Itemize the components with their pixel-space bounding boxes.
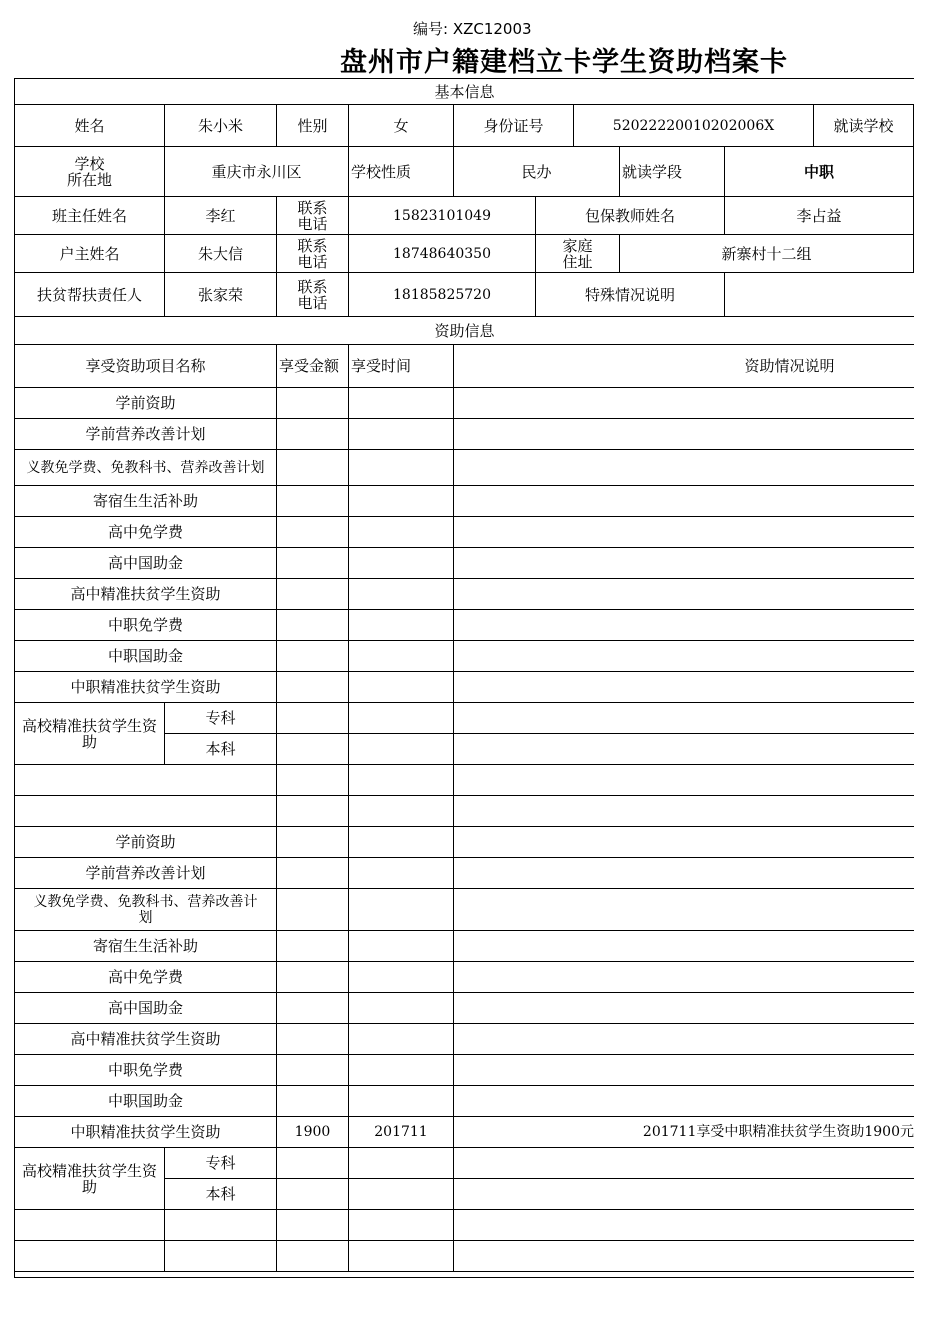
aid-time — [349, 1148, 454, 1179]
teacher-label: 班主任姓名 — [15, 197, 165, 235]
address-label: 家庭 住址 — [536, 235, 620, 273]
college-sub-junior: 专科 — [165, 1148, 277, 1179]
gender-label: 性别 — [277, 105, 349, 147]
school-type-value: 民办 — [454, 147, 620, 197]
college-sub-bachelor: 本科 — [165, 734, 277, 765]
stage-value: 中职 — [725, 147, 914, 197]
aid-description — [454, 1148, 914, 1179]
aid-amount — [277, 931, 349, 962]
blank-cell — [277, 1210, 349, 1241]
aid-amount — [277, 703, 349, 734]
aid-time — [349, 548, 454, 579]
aid-time — [349, 388, 454, 419]
aid-amount — [277, 858, 349, 889]
aid-project-name: 中职精准扶贫学生资助 — [15, 1117, 277, 1148]
aid-time — [349, 419, 454, 450]
blank-cell — [277, 796, 349, 827]
aid-amount — [277, 641, 349, 672]
gender-value: 女 — [349, 105, 454, 147]
blank-cell — [454, 796, 914, 827]
aid-description — [454, 672, 914, 703]
aid-time — [349, 962, 454, 993]
aid-amount — [277, 419, 349, 450]
aid-time — [349, 1055, 454, 1086]
aid-description — [454, 486, 914, 517]
aid-time — [349, 1179, 454, 1210]
blank-cell — [165, 1241, 277, 1272]
aid-amount — [277, 827, 349, 858]
school-label: 就读学校 — [814, 105, 914, 147]
aid-time — [349, 1086, 454, 1117]
blank-cell — [15, 1241, 165, 1272]
col-project-header: 享受资助项目名称 — [15, 345, 277, 388]
blank-cell — [349, 796, 454, 827]
teacher-phone-value: 15823101049 — [349, 197, 536, 235]
aid-project-name: 学前营养改善计划 — [15, 419, 277, 450]
aid-amount — [277, 517, 349, 548]
aid-project-name: 高中精准扶贫学生资助 — [15, 1024, 277, 1055]
aid-time — [349, 672, 454, 703]
col-time-header: 享受时间 — [349, 345, 454, 388]
aid-project-name: 义教免学费、免教科书、营养改善计划 — [15, 450, 277, 486]
aid-time — [349, 858, 454, 889]
aid-time — [349, 993, 454, 1024]
college-sub-bachelor: 本科 — [165, 1179, 277, 1210]
householder-label: 户主姓名 — [15, 235, 165, 273]
blank-cell — [349, 1210, 454, 1241]
aid-time — [349, 486, 454, 517]
aid-description — [454, 548, 914, 579]
guarantor-value: 李占益 — [725, 197, 914, 235]
aid-description — [454, 388, 914, 419]
householder-phone-label: 联系 电话 — [277, 235, 349, 273]
aid-description — [454, 734, 914, 765]
aid-project-name: 中职免学费 — [15, 610, 277, 641]
college-aid-label: 高校精准扶贫学生资 助 — [15, 703, 165, 765]
college-sub-junior: 专科 — [165, 703, 277, 734]
school-type-label: 学校性质 — [349, 147, 454, 197]
aid-time — [349, 827, 454, 858]
aid-project-name: 高中免学费 — [15, 962, 277, 993]
aid-description: 201711享受中职精准扶贫学生资助1900元 — [454, 1117, 914, 1148]
aid-description — [454, 1179, 914, 1210]
aid-description — [454, 962, 914, 993]
aid-amount — [277, 450, 349, 486]
blank-cell — [349, 765, 454, 796]
aid-project-name: 寄宿生生活补助 — [15, 486, 277, 517]
aid-time — [349, 450, 454, 486]
householder-phone-value: 18748640350 — [349, 235, 536, 273]
aid-amount: 1900 — [277, 1117, 349, 1148]
aid-project-name: 中职国助金 — [15, 641, 277, 672]
aid-time — [349, 734, 454, 765]
blank-cell — [15, 1210, 165, 1241]
aid-description — [454, 827, 914, 858]
aid-description — [454, 889, 914, 931]
aid-project-name: 寄宿生生活补助 — [15, 931, 277, 962]
aid-amount — [277, 579, 349, 610]
blank-cell — [15, 765, 277, 796]
aid-description — [454, 610, 914, 641]
aid-description — [454, 993, 914, 1024]
aid-project-name: 高中国助金 — [15, 548, 277, 579]
aid-amount — [277, 1055, 349, 1086]
aid-description — [454, 450, 914, 486]
stage-label: 就读学段 — [620, 147, 725, 197]
aid-description — [454, 1086, 914, 1117]
blank-cell — [277, 1241, 349, 1272]
aid-amount — [277, 388, 349, 419]
householder-value: 朱大信 — [165, 235, 277, 273]
aid-amount — [277, 610, 349, 641]
aid-time — [349, 703, 454, 734]
aid-amount — [277, 548, 349, 579]
helper-label: 扶贫帮扶责任人 — [15, 273, 165, 317]
aid-time — [349, 889, 454, 931]
aid-project-name: 学前营养改善计划 — [15, 858, 277, 889]
blank-cell — [277, 765, 349, 796]
address-value: 新寨村十二组 — [620, 235, 914, 273]
aid-time: 201711 — [349, 1117, 454, 1148]
aid-amount — [277, 962, 349, 993]
aid-description — [454, 931, 914, 962]
aid-description — [454, 641, 914, 672]
aid-amount — [277, 672, 349, 703]
aid-description — [454, 858, 914, 889]
aid-project-name: 学前资助 — [15, 388, 277, 419]
aid-time — [349, 641, 454, 672]
helper-phone-label: 联系 电话 — [277, 273, 349, 317]
aid-time — [349, 579, 454, 610]
aid-description — [454, 517, 914, 548]
aid-project-name: 高中精准扶贫学生资助 — [15, 579, 277, 610]
aid-time — [349, 610, 454, 641]
card-title: 盘州市户籍建档立卡学生资助档案卡 — [340, 47, 788, 78]
archive-sheet — [14, 78, 914, 1278]
id-value: 52022220010202006X — [574, 105, 814, 147]
special-label: 特殊情况说明 — [536, 273, 725, 317]
aid-description — [454, 419, 914, 450]
aid-amount — [277, 734, 349, 765]
aid-description — [454, 1024, 914, 1055]
col-amount-header: 享受金额 — [277, 345, 349, 388]
teacher-value: 李红 — [165, 197, 277, 235]
aid-amount — [277, 1179, 349, 1210]
aid-amount — [277, 1024, 349, 1055]
aid-description — [454, 579, 914, 610]
aid-description — [454, 703, 914, 734]
aid-project-name: 高中免学费 — [15, 517, 277, 548]
college-aid-label: 高校精准扶贫学生资 助 — [15, 1148, 165, 1210]
aid-amount — [277, 993, 349, 1024]
card-number: 编号: XZC12003 — [413, 20, 532, 38]
col-desc-header: 资助情况说明 — [454, 345, 914, 388]
helper-phone-value: 18185825720 — [349, 273, 536, 317]
aid-project-name: 中职免学费 — [15, 1055, 277, 1086]
aid-time — [349, 931, 454, 962]
guarantor-label: 包保教师姓名 — [536, 197, 725, 235]
blank-cell — [454, 1210, 914, 1241]
special-value — [725, 273, 914, 317]
aid-project-name: 义教免学费、免教科书、营养改善计 划 — [15, 889, 277, 931]
helper-value: 张家荣 — [165, 273, 277, 317]
blank-cell — [454, 765, 914, 796]
id-label: 身份证号 — [454, 105, 574, 147]
aid-project-name: 中职精准扶贫学生资助 — [15, 672, 277, 703]
aid-info-header: 资助信息 — [15, 317, 914, 345]
basic-info-header: 基本信息 — [15, 79, 914, 105]
blank-cell — [349, 1241, 454, 1272]
aid-amount — [277, 486, 349, 517]
aid-project-name: 中职国助金 — [15, 1086, 277, 1117]
blank-cell — [165, 1210, 277, 1241]
aid-amount — [277, 1148, 349, 1179]
aid-project-name: 高中国助金 — [15, 993, 277, 1024]
location-value: 重庆市永川区 — [165, 147, 349, 197]
location-label: 学校 所在地 — [15, 147, 165, 197]
aid-time — [349, 517, 454, 548]
aid-amount — [277, 889, 349, 931]
teacher-phone-label: 联系 电话 — [277, 197, 349, 235]
name-label: 姓名 — [15, 105, 165, 147]
blank-cell — [454, 1241, 914, 1272]
name-value: 朱小米 — [165, 105, 277, 147]
aid-time — [349, 1024, 454, 1055]
aid-project-name: 学前资助 — [15, 827, 277, 858]
aid-amount — [277, 1086, 349, 1117]
blank-cell — [15, 796, 277, 827]
aid-description — [454, 1055, 914, 1086]
